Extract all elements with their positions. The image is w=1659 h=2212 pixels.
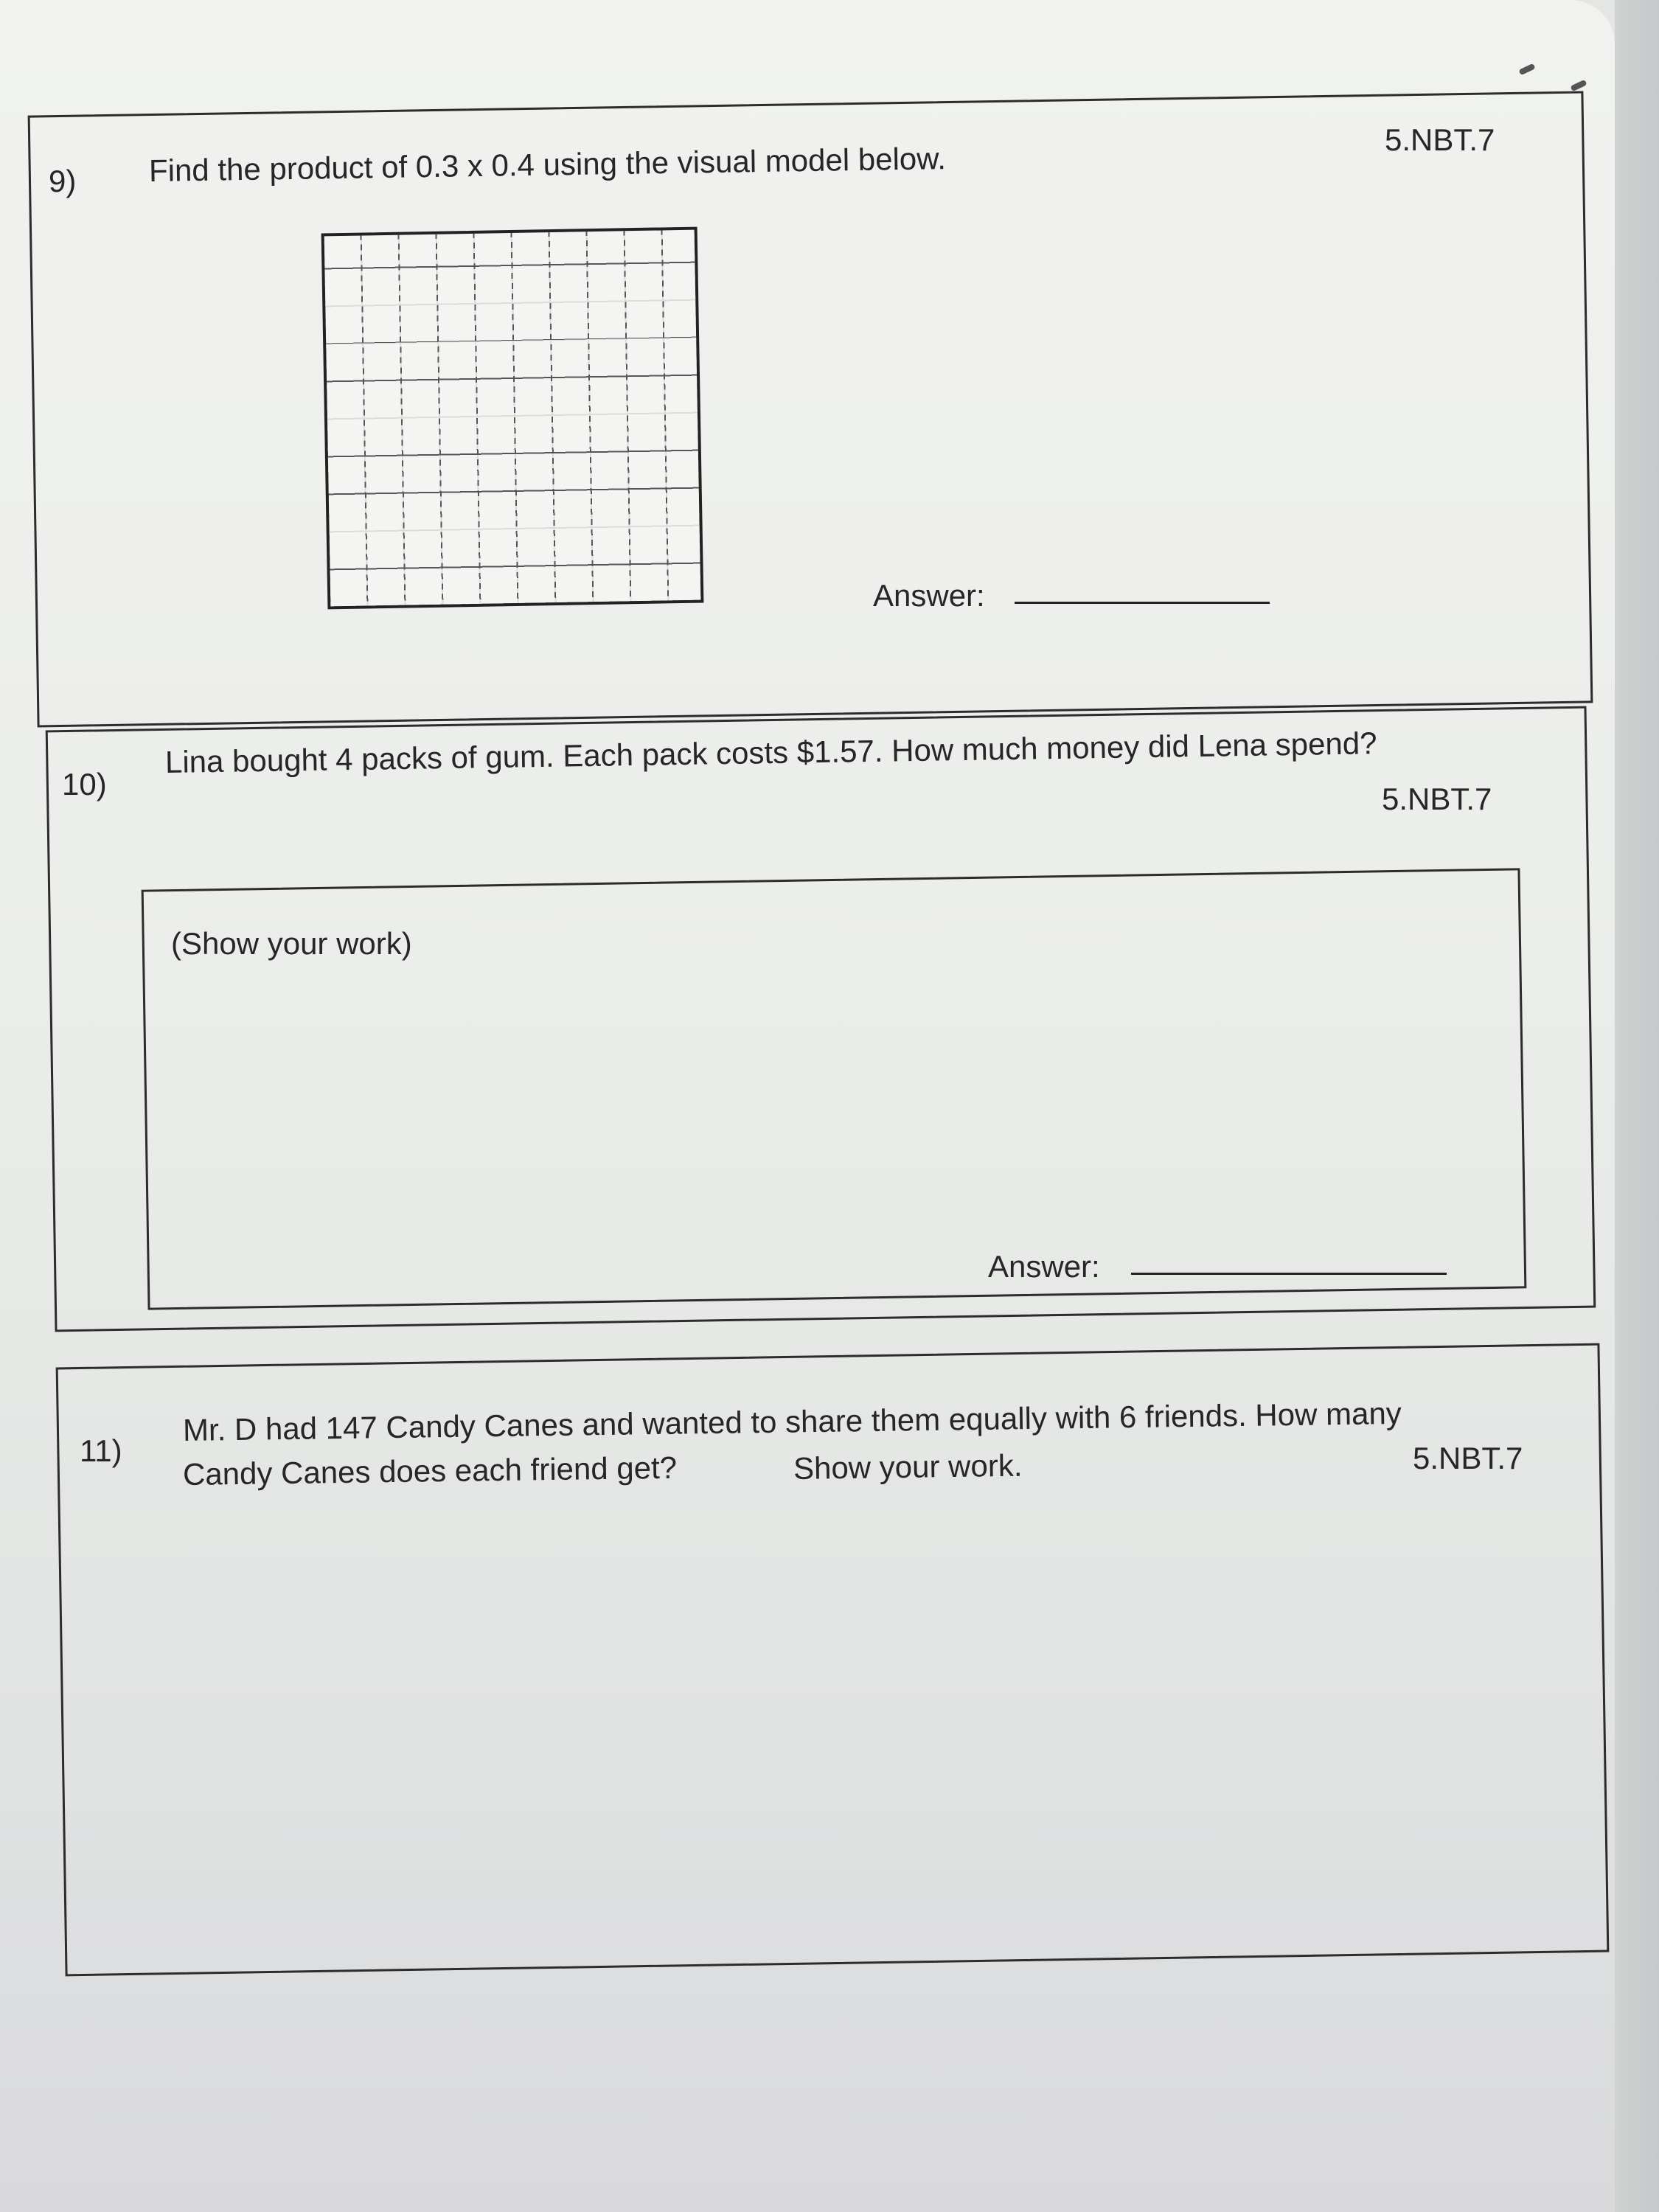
grid-dashes [324, 230, 701, 607]
question-9-standard: 5.NBT.7 [1385, 122, 1495, 157]
question-11-prompt-line2: Candy Canes does each friend get? [182, 1450, 678, 1492]
question-10-answer-line[interactable] [1131, 1273, 1447, 1275]
question-9-prompt: Find the product of 0.3 x 0.4 using the visual model below. [148, 141, 947, 188]
hundred-grid-model[interactable] [321, 227, 704, 610]
desk-edge [1615, 0, 1659, 2212]
question-9-answer-label: Answer: [873, 578, 985, 613]
question-10-standard: 5.NBT.7 [1382, 782, 1492, 816]
question-11-number: 11) [80, 1433, 122, 1468]
question-9-answer-line[interactable] [1015, 602, 1270, 604]
question-10-work-label: (Show your work) [171, 926, 412, 961]
question-11-instruction: Show your work. [793, 1447, 1023, 1486]
question-11-prompt-line1: Mr. D had 147 Candy Canes and wanted to share them equally with 6 friends. How many [182, 1395, 1402, 1447]
question-9-number: 9) [49, 164, 77, 198]
question-11-standard: 5.NBT.7 [1413, 1441, 1523, 1475]
question-10-prompt: Lina bought 4 packs of gum. Each pack costs $1.57. How much money did Lena spend? [164, 726, 1377, 779]
question-10-number: 10) [62, 767, 107, 801]
question-10-answer-label: Answer: [988, 1249, 1100, 1284]
